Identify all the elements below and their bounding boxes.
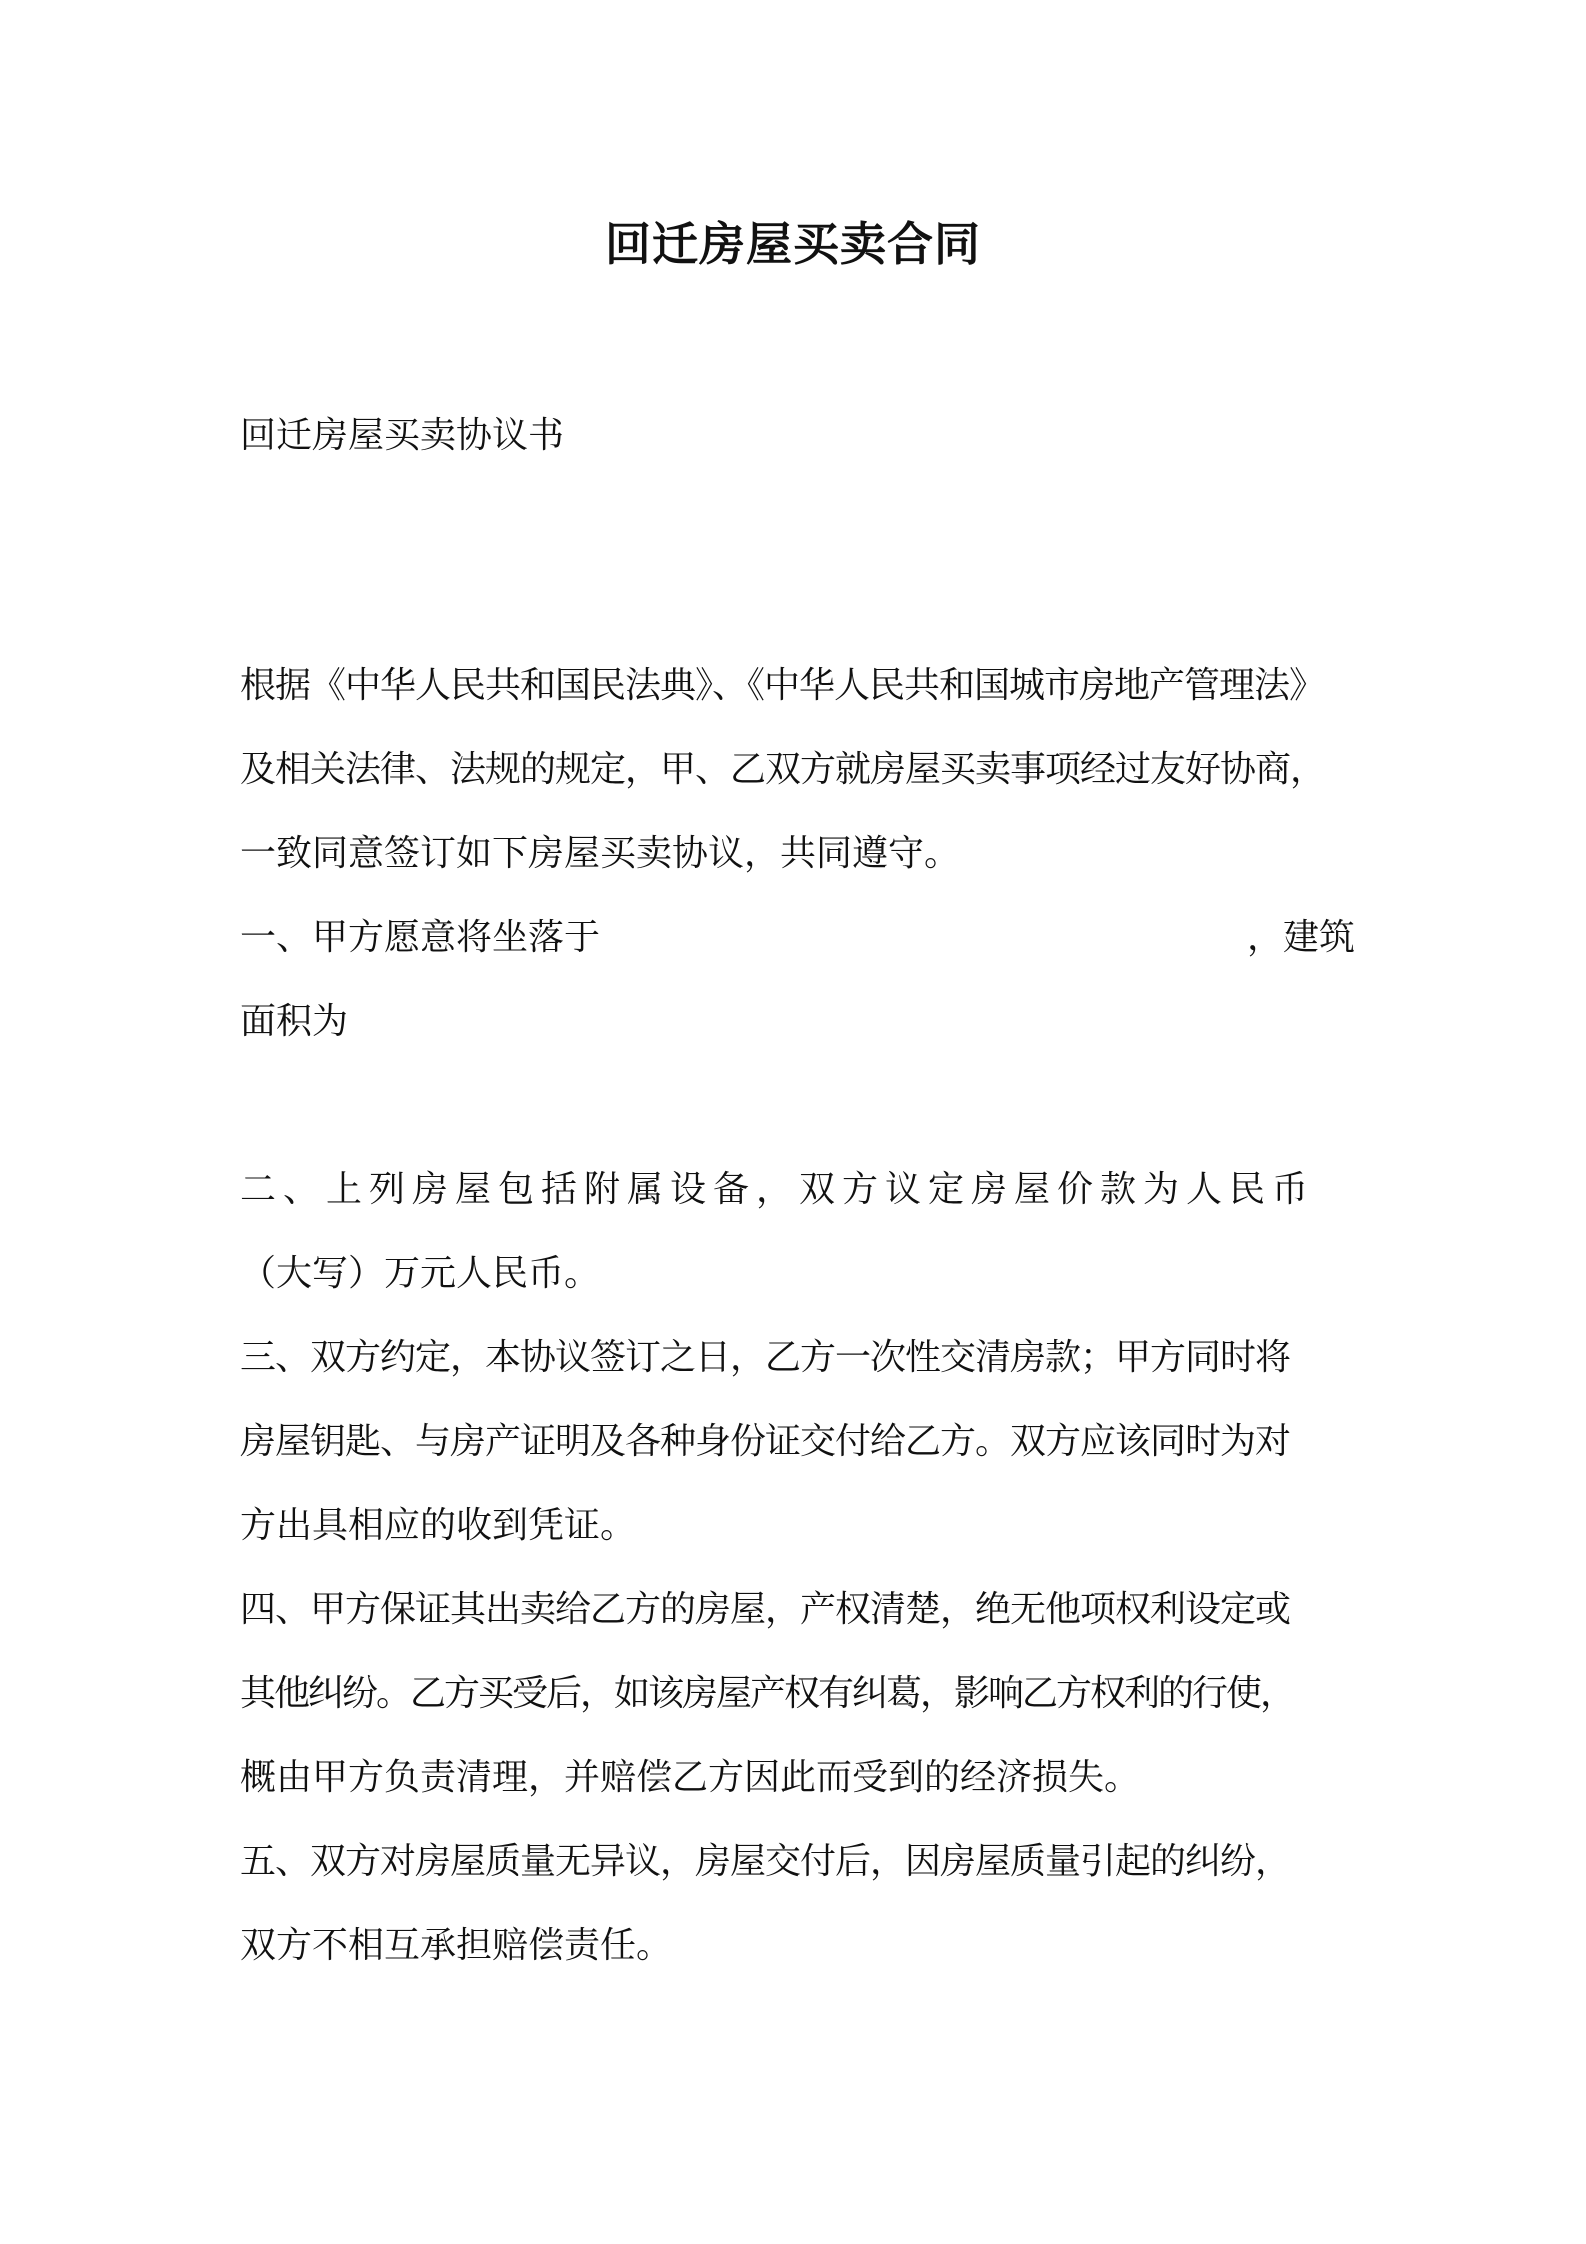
document-title: 回迁房屋买卖合同 — [605, 217, 981, 271]
clause-4-line-3: 概由甲方负责清理，并赔偿乙方因此而受到的经济损失。 — [240, 1757, 1141, 1798]
clause-3-line-3: 方出具相应的收到凭证。 — [240, 1505, 637, 1546]
clause-2-line-2: （大写）万元人民币。 — [240, 1253, 601, 1294]
intro-line-2: 及相关法律、法规的规定，甲、乙双方就房屋买卖事项经过友好协商， — [240, 749, 1326, 790]
clause-1-text-b: ，建筑 — [1246, 917, 1355, 958]
clause-1-line-2: 面积为 — [240, 1001, 349, 1042]
intro-line-3: 一致同意签订如下房屋买卖协议，共同遵守。 — [240, 833, 961, 874]
agreement-subtitle: 回迁房屋买卖协议书 — [240, 415, 565, 456]
clause-3-line-1: 三、双方约定，本协议签订之日，乙方一次性交清房款；甲方同时将 — [240, 1337, 1291, 1378]
clause-5-line-2: 双方不相互承担赔偿责任。 — [240, 1925, 673, 1966]
clause-1-line-1 — [240, 912, 1355, 964]
intro-line-1: 根据《中华人民共和国民法典》、《中华人民共和国城市房地产管理法》 — [240, 665, 1325, 706]
clause-3-line-2: 房屋钥匙、与房产证明及各种身份证交付给乙方。双方应该同时为对 — [240, 1421, 1291, 1462]
clause-4-line-2: 其他纠纷。乙方买受后，如该房屋产权有纠葛，影响乙方权利的行使， — [240, 1673, 1295, 1714]
clause-2-line-1: 二、上列房屋包括附属设备，双方议定房屋价款为人民币 — [240, 1169, 1316, 1210]
clause-1-text-a: 一、甲方愿意将坐落于 — [240, 917, 601, 958]
clause-5-line-1: 五、双方对房屋质量无异议，房屋交付后，因房屋质量引起的纠纷， — [240, 1841, 1291, 1882]
clause-4-line-1: 四、甲方保证其出卖给乙方的房屋，产权清楚，绝无他项权利设定或 — [240, 1589, 1291, 1630]
